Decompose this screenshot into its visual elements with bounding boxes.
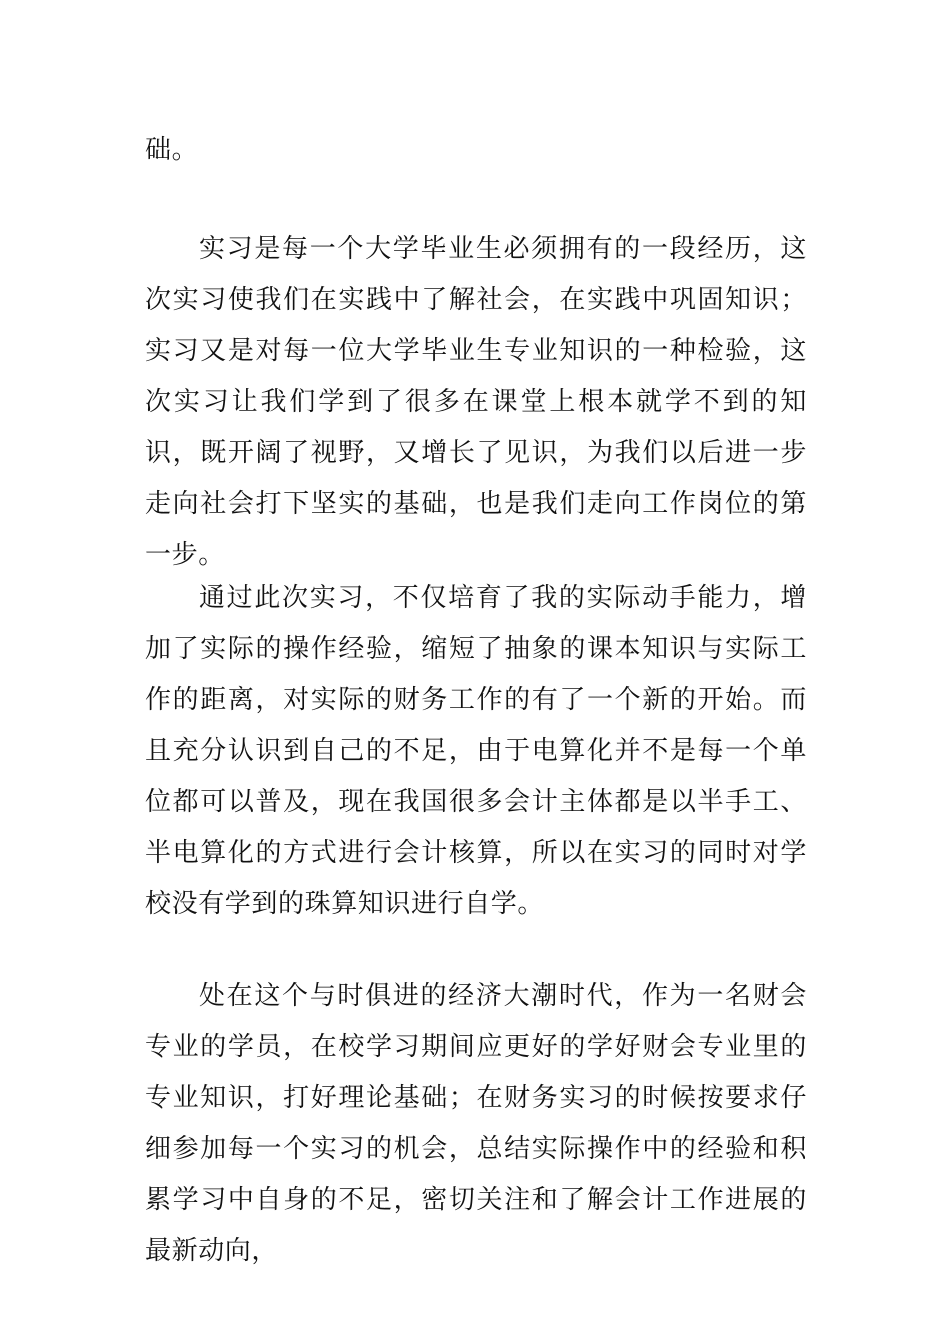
paragraph-economic-era: 处在这个与时俱进的经济大潮时代，作为一名财会专业的学员，在校学习期间应更好的学好财会专业里的专业知识，打好理论基础；在财务实习的时候按要求仔细参加每一个实习的机会，总结实际操作中的经验和积累学习中自身的不足，密切关注和了解会计工作进展的最新动向， [145, 981, 807, 1266]
paragraph-practical-ability: 通过此次实习，不仅培育了我的实际动手能力，增加了实际的操作经验，缩短了抽象的课本知识与实际工作的距离，对实际的财务工作的有了一个新的开始。而且充分认识到自己的不足，由于电算化并不是每一个单位都可以普及，现在我国很多会计主体都是以半手工、半电算化的方式进行会计核算，所以在实习的同时对学校没有学到的珠算知识进行自学。 [145, 583, 807, 919]
paragraph-internship-experience: 实习是每一个大学毕业生必须拥有的一段经历，这次实习使我们在实践中了解社会，在实践中巩固知识；实习又是对每一位大学毕业生专业知识的一种检验，这次实习让我们学到了很多在课堂上根本就学不到的知识，既开阔了视野，又增长了见识，为我们以后进一步走向社会打下坚实的基础，也是我们走向工作岗位的第一步。 [145, 234, 807, 570]
paragraph-fragment: 础。 [145, 135, 199, 165]
